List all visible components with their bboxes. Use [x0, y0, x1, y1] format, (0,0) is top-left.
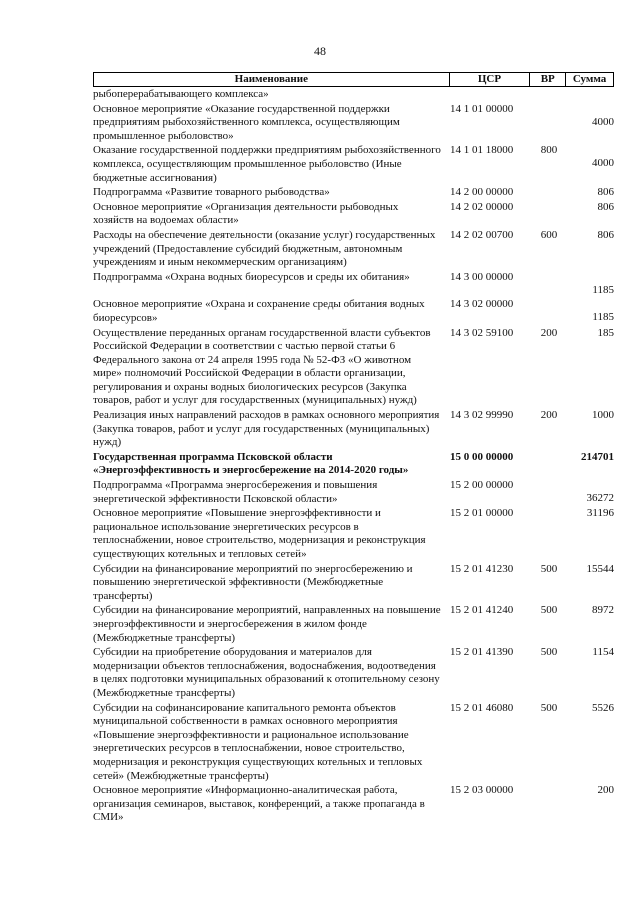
row-csr-cell: 14 1 01 00000	[450, 102, 514, 115]
row-vr-cell: 500	[540, 562, 558, 575]
row-sum-cell: 8972	[592, 604, 614, 617]
row-vr-cell	[534, 479, 564, 506]
row-name-cell: Расходы на обеспечение деятельности (оказание услуг) государственных учреждений (Предоставление субсидий бюджетным, автономным учреждениям и иным некоммерческим организациям)	[93, 228, 436, 269]
row-name-cell: Основное мероприятие «Организация деятельности рыбоводных хозяйств на водоемах области»	[93, 200, 399, 227]
header-name: Наименование	[94, 73, 450, 86]
row-csr-cell: 15 2 01 41240	[450, 604, 514, 617]
row-csr-cell: 15 2 01 41390	[450, 646, 514, 659]
row-vr-cell	[534, 507, 564, 561]
row-sum-cell: 806	[597, 186, 614, 199]
table-row	[93, 88, 614, 102]
row-sum-cell: 200	[597, 784, 614, 797]
table-row	[93, 327, 614, 409]
table-row	[93, 604, 614, 645]
row-csr-cell: 14 3 02 59100	[450, 326, 514, 339]
row-name-cell: Субсидии на финансирование мероприятий по энергосбережению и повышению энергетической эффективности (Межбюджетные трансферты)	[93, 562, 413, 602]
row-sum-cell: 15544	[586, 562, 614, 575]
table-row	[93, 298, 614, 325]
row-vr-cell: 500	[540, 701, 558, 714]
row-sum-cell: 4000	[592, 157, 614, 170]
row-csr-cell: 15 2 00 00000	[450, 479, 514, 492]
row-vr-cell: 200	[540, 409, 558, 422]
row-csr-cell: 14 3 02 99990	[450, 409, 514, 422]
row-sum-cell: 806	[597, 228, 614, 241]
row-vr-cell: 500	[540, 604, 558, 617]
header-sum: Сумма	[572, 73, 607, 85]
row-name-cell: Основное мероприятие «Информационно-аналитическая работа, организация семинаров, выставок, конференций, а также пропаганда в СМИ»	[93, 784, 425, 824]
row-csr-cell: 15 2 01 00000	[450, 507, 514, 520]
table-row	[93, 563, 614, 604]
row-sum-cell: 5526	[592, 701, 614, 714]
row-csr-cell: 14 1 01 18000	[450, 144, 514, 157]
table-row	[93, 784, 614, 825]
header-csr: ЦСР	[450, 73, 531, 86]
table-row	[93, 201, 614, 228]
row-csr-cell: 15 2 01 46080	[450, 701, 514, 714]
table-row	[93, 186, 614, 200]
row-vr-cell	[534, 784, 564, 825]
row-name-cell: Субсидии на приобретение оборудования и материалов для модернизации объектов теплоснабжения, водоснабжения, водоотведения в целях подготовки муниципальных образований к отопительному сезону (Межбюджетные трансферты)	[93, 646, 440, 699]
row-vr-cell	[534, 271, 564, 298]
row-name-cell: Субсидии на софинансирование капитального ремонта объектов муниципальной собственности в рамках основного мероприятия «Повышение энергоэффективности и рациональное использование энергетических ресурсов в теплоснабжении, новое строительство, модернизация и реконструкция существующих котельных и тепловых сетей» (Межбюджетные трансферты)	[93, 701, 423, 782]
table-row	[93, 646, 614, 700]
row-vr-cell	[525, 88, 555, 102]
table-row	[93, 479, 614, 506]
row-name-cell: рыбоперерабатывающего комплекса»	[93, 88, 269, 100]
row-csr-cell: 14 2 02 00000	[450, 200, 514, 213]
table-row	[93, 451, 614, 478]
row-sum-cell: 31196	[586, 507, 614, 520]
row-csr-cell: 15 2 03 00000	[450, 784, 514, 797]
page-number: 48	[314, 44, 326, 58]
row-name-cell: Основное мероприятие «Повышение энергоэффективности и рациональное использование энергетических ресурсов в теплоснабжении, новое строительство, модернизация и реконструкция существующих котельных и тепловых сетей»	[93, 507, 426, 560]
row-vr-cell	[534, 186, 564, 200]
row-sum-cell: 185	[597, 326, 614, 339]
row-vr-cell: 600	[540, 228, 558, 241]
row-vr-cell: 800	[540, 144, 558, 157]
row-name-cell: Подпрограмма «Программа энергосбережения и повышения энергетической эффективности Псковской области»	[93, 479, 378, 505]
header-vr: ВР	[530, 73, 566, 86]
row-sum-cell: 4000	[592, 115, 614, 128]
row-name-cell: Подпрограмма «Охрана водных биоресурсов и среды их обитания»	[93, 270, 410, 283]
row-csr-cell	[441, 88, 525, 102]
row-sum-cell: 1154	[592, 646, 614, 659]
row-name-cell: Основное мероприятие «Оказание государственной поддержки предприятиям рыбохозяйственного комплекса, осуществляющим промышленное рыболовство»	[93, 102, 400, 142]
row-vr-cell	[534, 298, 564, 325]
table-body	[93, 88, 614, 825]
table-row	[93, 144, 614, 185]
row-sum-cell	[555, 88, 605, 102]
row-csr-cell: 14 2 02 00700	[450, 228, 514, 241]
row-name-cell: Основное мероприятие «Охрана и сохранение среды обитания водных биоресурсов»	[93, 298, 425, 324]
row-sum-cell: 1185	[592, 311, 614, 324]
table-row	[93, 271, 614, 298]
row-vr-cell: 200	[540, 326, 558, 339]
row-vr-cell	[534, 103, 564, 144]
row-sum-cell: 214701	[581, 450, 614, 463]
budget-table	[93, 72, 614, 825]
row-name-cell: Государственная программа Псковской области «Энергоэффективность и энергосбережение на 2014-2020 годы»	[93, 450, 409, 477]
row-vr-cell	[534, 201, 564, 228]
row-csr-cell: 15 0 00 00000	[450, 450, 514, 463]
table-row	[93, 409, 614, 450]
row-csr-cell: 15 2 01 41230	[450, 562, 514, 575]
row-vr-cell: 500	[540, 646, 558, 659]
row-name-cell: Подпрограмма «Развитие товарного рыбоводства»	[93, 186, 330, 199]
table-row	[93, 702, 614, 784]
row-csr-cell: 14 3 02 00000	[450, 298, 514, 311]
row-name-cell: Осуществление переданных органам государственной власти субъектов Российской Федерации в соответствии с частью первой статьи 6 Федерального закона от 24 апреля 1995 года № 52-ФЗ «О животном мире» полномочий Российской Федерации в области организации, регулирования и охраны водных биологических ресурсов (Закупка товаров, работ и услуг для государственных (муниципальных) нужд)	[93, 326, 431, 407]
table-row	[93, 507, 614, 561]
table-header	[93, 72, 614, 87]
row-csr-cell: 14 3 00 00000	[450, 270, 514, 283]
row-name-cell: Реализация иных направлений расходов в рамках основного мероприятия (Закупка товаров, работ и услуг для государственных (муниципальных) нужд)	[93, 409, 440, 449]
row-name-cell: Субсидии на финансирование мероприятий, направленных на повышение энергоэффективности и энергосбережения в жилом фонде (Межбюджетные трансферты)	[93, 604, 441, 644]
table-row	[93, 229, 614, 270]
row-name-cell: Оказание государственной поддержки предприятиям рыбохозяйственного комплекса, осуществляющим промышленное рыболовство (Иные бюджетные ассигнования)	[93, 144, 441, 184]
row-sum-cell: 1000	[592, 409, 614, 422]
row-vr-cell	[534, 451, 564, 478]
row-sum-cell: 1185	[592, 283, 614, 296]
row-sum-cell: 806	[597, 200, 614, 213]
row-sum-cell: 36272	[586, 492, 614, 505]
row-csr-cell: 14 2 00 00000	[450, 186, 514, 199]
table-row	[93, 103, 614, 144]
